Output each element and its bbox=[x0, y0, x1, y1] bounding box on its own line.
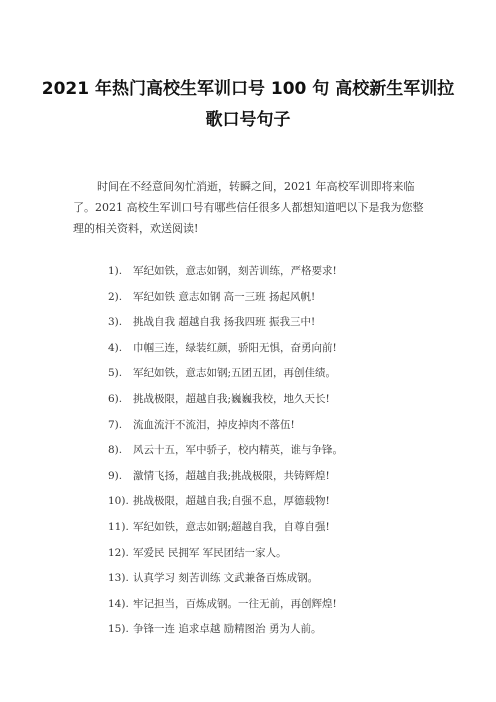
list-item-text: 争锋一连 追求卓越 励精图治 勇为人前。 bbox=[133, 623, 322, 636]
list-item-text: 军纪如铁 意志如钢 高一三班 扬起风帆! bbox=[133, 290, 316, 303]
list-item-number: 4). bbox=[108, 341, 123, 354]
list-item-text: 风云十五，军中骄子，校内精英，谁与争锋。 bbox=[133, 444, 343, 457]
list-item-number: 11). bbox=[108, 520, 129, 533]
list-item bbox=[108, 361, 343, 387]
list-item-text: 挑战极限，超越自我;自强不息，厚德载物! bbox=[133, 495, 330, 508]
list-item-text: 挑战极限，超越自我;巍巍我校，地久天长! bbox=[133, 392, 330, 405]
list-item-number: 15). bbox=[108, 623, 129, 636]
list-item-text: 军纪如铁，意志如钢，刻苦训练，严格要求! bbox=[133, 265, 337, 277]
list-item-text: 认真学习 刻苦训练 文武兼备百炼成钢。 bbox=[133, 572, 319, 585]
list-item bbox=[108, 617, 343, 643]
list-item-number: 2). bbox=[108, 290, 123, 303]
list-item-number: 1). bbox=[108, 265, 123, 277]
list-item bbox=[108, 336, 343, 362]
list-item bbox=[108, 592, 343, 618]
list-item bbox=[108, 541, 343, 567]
list-item bbox=[108, 285, 343, 311]
list-item bbox=[108, 413, 343, 439]
list-item bbox=[108, 438, 343, 464]
list-item-number: 3). bbox=[108, 316, 123, 329]
slogan-list bbox=[108, 259, 343, 643]
list-item-text: 挑战自我 超越自我 扬我四班 振我三中! bbox=[133, 316, 316, 329]
list-item bbox=[108, 515, 343, 541]
list-item-number: 10). bbox=[108, 495, 129, 508]
list-item-text: 军爱民 民拥军 军民团结一家人。 bbox=[133, 546, 287, 559]
list-item-number: 14). bbox=[108, 597, 129, 610]
list-item-text: 激情飞扬，超越自我;挑战极限，共铸辉煌! bbox=[133, 469, 330, 482]
intro-paragraph: 时间在不经意间匆忙消逝，转瞬之间，2021 年高校军训即将来临了。2021 高校生军训口号有哪些信任很多人都想知道吧以下是我为您整理的相关资料，欢送阅读! bbox=[73, 180, 424, 235]
list-item bbox=[108, 310, 343, 336]
list-item-number: 5). bbox=[108, 367, 123, 380]
list-item-number: 12). bbox=[108, 546, 129, 559]
list-item-number: 9). bbox=[108, 469, 123, 482]
list-item bbox=[108, 464, 343, 490]
list-item-number: 13). bbox=[108, 572, 129, 585]
list-item bbox=[108, 566, 343, 592]
list-item-text: 巾帼三连，绿装红颜，骄阳无惧，奋勇向前! bbox=[133, 341, 337, 354]
list-item bbox=[108, 387, 343, 413]
document-title: 2021 年热门高校生军训口号 100 句 高校新生军训拉歌口号句子 bbox=[41, 79, 455, 130]
list-item-text: 流血流汗不流泪，掉皮掉肉不落伍! bbox=[133, 418, 295, 431]
list-item bbox=[108, 489, 343, 515]
list-item-text: 牢记担当，百炼成钢。一往无前，再创辉煌! bbox=[133, 597, 337, 610]
list-item-text: 军纪如铁，意志如钢;超越自我，自尊自强! bbox=[133, 520, 330, 533]
list-item-number: 6). bbox=[108, 392, 123, 405]
list-item-text: 军纪如铁，意志如钢;五团五团，再创佳绩。 bbox=[133, 367, 337, 380]
list-item-number: 7). bbox=[108, 418, 123, 431]
list-item bbox=[108, 259, 343, 285]
list-item-number: 8). bbox=[108, 444, 123, 457]
